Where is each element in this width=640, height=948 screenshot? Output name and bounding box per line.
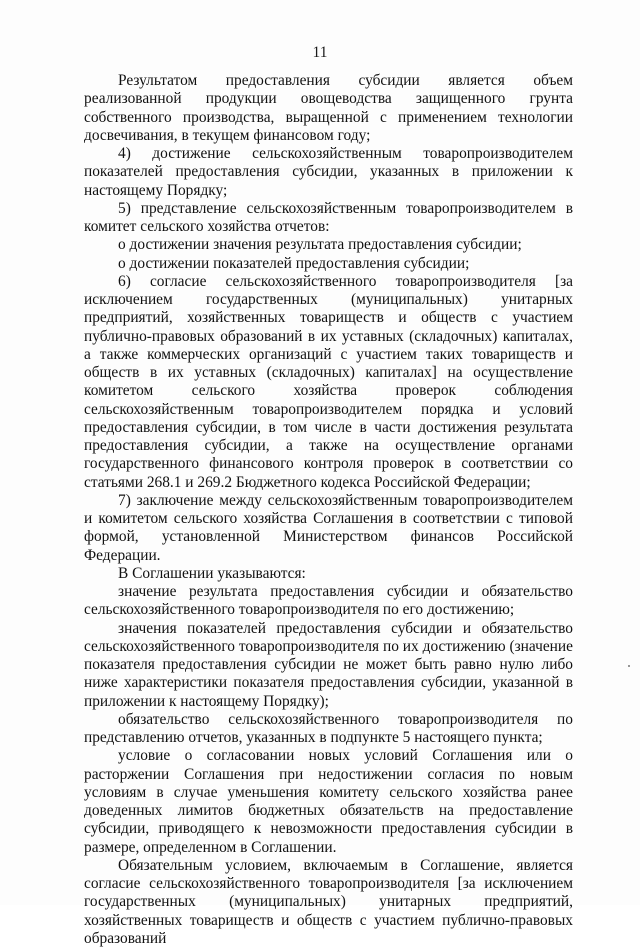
paragraph-agreement-reports: обязательство сельскохозяйственного товаропроизводителя по представлению отчетов, указанных в подпункте 5 настоящего пункта;	[84, 710, 573, 746]
paragraph-item-4: 4) достижение сельскохозяйственным товаропроизводителем показателей предоставления субсидии, указанных в приложении к настоящему Порядку;	[84, 145, 573, 199]
paragraph-agreement-terms: условие о согласовании новых условий Соглашения или о расторжении Соглашения при недостижении согласия по новым условиям в случае уменьшения комитету сельского хозяйства ранее доведенных лимитов бюджетных обязательств на предоставление субсидии, приводящего к невозможности предоставления субсидии в размере, определенном в Соглашении.	[84, 747, 573, 856]
paragraph-result: Результатом предоставления субсидии является объем реализованной продукции овощеводства защищенного грунта собственного производства, выращенной с применением технологии досвечивания, в текущем финансовом году;	[84, 72, 573, 144]
paragraph-item-7: 7) заключение между сельскохозяйственным товаропроизводителем и комитетом сельского хозяйства Соглашения в соответствии с типовой формой, установленной Министерством финансов Российской Федерации.	[84, 491, 573, 564]
document-body	[84, 72, 573, 948]
page-number: 11	[312, 44, 328, 61]
paragraph-report-result: о достижении значения результата предоставления субсидии;	[118, 236, 522, 254]
paragraph-item-5: 5) представление сельскохозяйственным товаропроизводителем в комитет сельского хозяйства отчетов:	[84, 199, 573, 235]
paragraph-agreement-heading: В Соглашении указываются:	[118, 564, 306, 582]
paragraph-agreement-indicators: значения показателей предоставления субсидии и обязательство сельскохозяйственного товаропроизводителя по их достижению (значение показателя предоставления субсидии не может быть равно нулю либо ниже характеристики показателя предоставления субсидии, указанной в приложении к настоящему Порядку);	[84, 619, 573, 710]
paragraph-item-6: 6) согласие сельскохозяйственного товаропроизводителя [за исключением государственных (муниципальных) унитарных предприятий, хозяйственных товариществ и обществ с участием публично-правовых образований в их уставных (складочных) капиталах, а также коммерческих организаций с участием таких товариществ и обществ в их уставных (складочных) капиталах] на осуществление комитетом сельского хозяйства проверок соблюдения сельскохозяйственным товаропроизводителем порядка и условий предоставления субсидии, в том числе в части достижения результата предоставления субсидии, а также на осуществление органами государственного финансового контроля проверок в соответствии со статьями 268.1 и 269.2 Бюджетного кодекса Российской Федерации;	[84, 272, 573, 491]
paragraph-report-indicators: о достижении показателей предоставления субсидии;	[118, 254, 470, 272]
scan-speck	[628, 665, 630, 667]
paragraph-mandatory-condition: Обязательным условием, включаемым в Соглашение, является согласие сельскохозяйственного товаропроизводителя [за исключением государственных (муниципальных) унитарных предприятий, хозяйственных товариществ и обществ с участием публично-правовых образований	[84, 856, 573, 947]
paragraph-agreement-result: значение результата предоставления субсидии и обязательство сельскохозяйственного товаропроизводителя по его достижению;	[84, 583, 573, 619]
